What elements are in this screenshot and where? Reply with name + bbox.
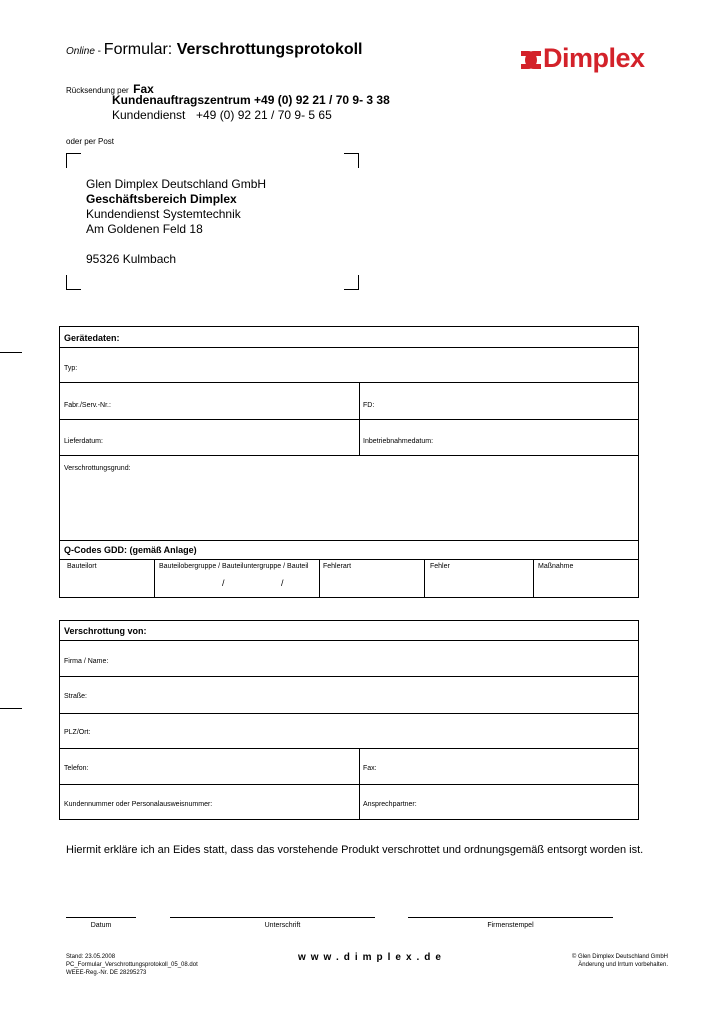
reason-label: Verschrottungsgrund: [64,465,131,472]
device-heading-row [60,327,638,348]
company-row[interactable] [60,641,638,677]
city-row[interactable] [60,714,638,749]
city-label: PLZ/Ort: [64,729,91,736]
address-city: 95326 Kulmbach [86,252,177,266]
typ-label: Typ: [64,365,78,372]
fold-mark [0,708,22,709]
customer-row [60,785,638,819]
order-center-fax: Kundenauftragszentrum +49 (0) 92 21 / 70 9- 3 38 [112,93,390,107]
signature-line[interactable] [170,917,375,918]
customer-service-label: Kundendienst [112,108,186,122]
address-street: Am Goldenen Feld 18 [86,222,203,236]
scrap-heading: Verschrottung von: [64,626,147,636]
address-corner-tl [66,153,81,168]
qcode-col-location: Bauteilort [67,563,97,570]
dates-row [60,420,638,456]
address-corner-tr [344,153,359,168]
customer-service-number: +49 (0) 92 21 / 70 9- 5 65 [196,108,332,122]
scrap-heading-row [60,621,638,641]
title-separator: - [94,46,104,57]
form-title: Verschrottungsprotokoll [176,41,363,58]
footer-weee: WEEE-Reg.-Nr. DE 28295273 [66,970,147,976]
divider [319,560,320,597]
company-label: Firma / Name: [64,658,109,665]
serial-row [60,383,638,420]
scrapping-section [59,620,639,820]
logo-text: Dimplex [543,43,645,73]
divider [359,785,360,819]
qcodes-table-row [60,560,638,597]
street-row[interactable] [60,677,638,714]
footer-copyright: © Glen Dimplex Deutschland GmbH [571,954,668,960]
formular-label: Formular: [103,41,173,58]
delivery-date-label: Lieferdatum: [64,438,103,445]
footer-left [66,953,198,977]
divider [154,560,155,597]
fax-label: Fax [133,82,154,96]
contact-person-label: Ansprechpartner: [363,801,417,808]
divider [533,560,534,597]
footer-notice: Änderung und Irrtum vorbehalten. [578,962,668,968]
phone-label: Telefon: [64,765,89,772]
post-label: oder per Post [66,137,115,146]
address-company: Glen Dimplex Deutschland GmbH [86,177,267,191]
customer-number-label: Kundennummer oder Personalausweisnummer: [64,801,213,808]
address-corner-br [344,275,359,290]
fd-label: FD: [363,402,375,409]
return-label: Rücksendung per [66,86,129,95]
qcodes-heading: Q-Codes GDD: (gemäß Anlage) [64,545,197,555]
address-department: Kundendienst Systemtechnik [86,207,241,221]
dimplex-logo-icon [519,48,543,72]
divider [424,560,425,597]
footer-right [572,953,668,969]
online-label: Online [66,46,95,57]
page-title [66,41,363,59]
phone-row [60,749,638,785]
divider [359,420,360,455]
qcode-slash: / [222,578,225,588]
qcode-col-error-type: Fehlerart [323,563,352,570]
reason-row[interactable] [60,456,638,541]
dimplex-logo [519,45,643,75]
typ-row[interactable] [60,348,638,383]
fold-mark [0,352,22,353]
date-label: Datum [90,922,112,929]
declaration-text: Hiermit erkläre ich an Eides statt, dass das vorstehende Produkt verschrottet und ordnungsgemäß entsorgt worden ist. [66,844,644,856]
address-division: Geschäftsbereich Dimplex [86,192,237,206]
qcodes-heading-row [60,541,638,560]
footer-stand: Stand: 23.05.2008 [66,954,116,960]
device-heading: Gerätedaten: [64,333,120,343]
divider [359,383,360,419]
divider [359,749,360,784]
qcode-col-measure: Maßnahme [538,563,574,570]
qcode-slash: / [281,578,284,588]
footer-website[interactable]: www.dimplex.de [298,952,446,963]
qcode-col-error: Fehler [430,563,450,570]
stamp-label: Firmenstempel [487,922,534,929]
commissioning-date-label: Inbetriebnahmedatum: [363,438,434,445]
fax-field-label: Fax: [363,765,377,772]
signature-label: Unterschrift [264,922,301,929]
serial-label: Fabr./Serv.-Nr.: [64,402,111,409]
customer-service-fax [112,108,332,122]
qcode-col-group: Bauteilobergruppe / Bauteiluntergruppe / Bauteil [159,563,309,570]
device-data-section [59,326,639,598]
stamp-line[interactable] [408,917,613,918]
date-line[interactable] [66,917,136,918]
footer-file: PC_Formular_Verschrottungsprotokoll_05_08.dot [66,962,198,968]
street-label: Straße: [64,693,87,700]
address-corner-bl [66,275,81,290]
